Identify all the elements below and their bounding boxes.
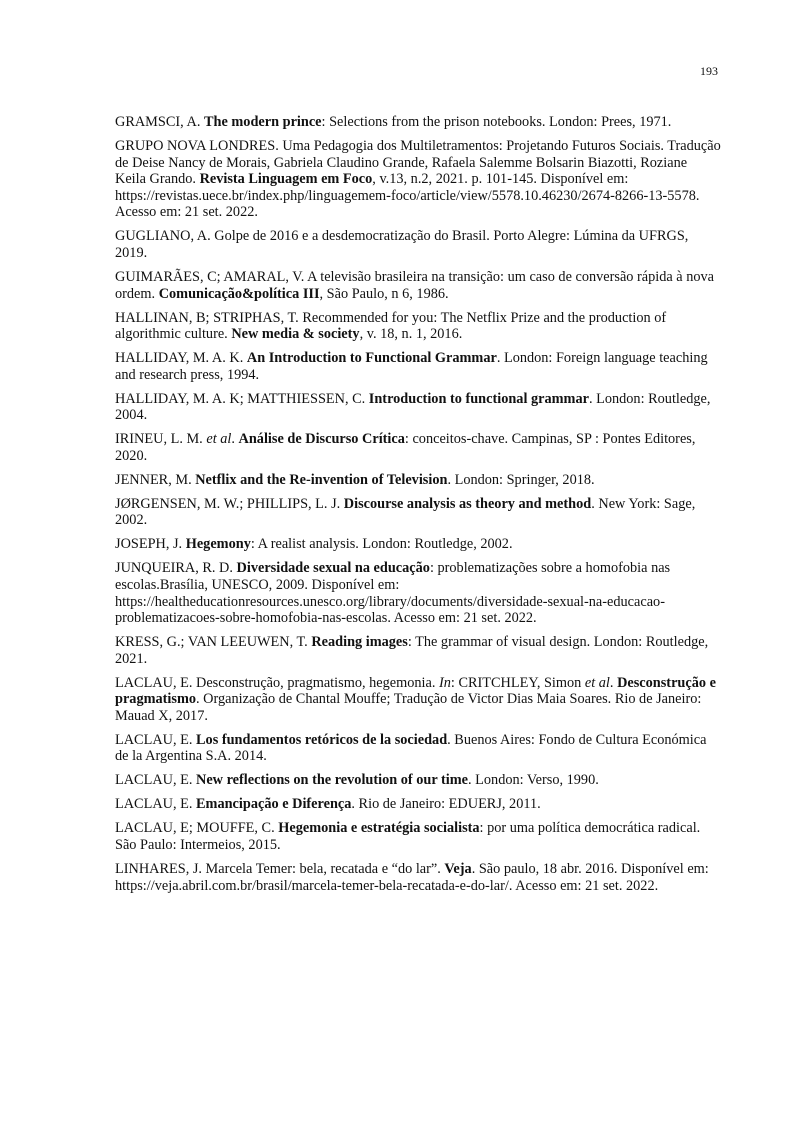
reference-entry-gugliano	[115, 228, 721, 261]
reference-text: : Selections from the prison notebooks. London: Prees, 1971.	[321, 114, 672, 130]
reference-text: , v. 18, n. 1, 2016.	[359, 326, 463, 343]
reference-text: : por uma política democrática radical. São Paulo: Intermeios, 2015.	[115, 820, 701, 854]
reference-text: : The grammar of visual design. London: Routledge, 2021.	[115, 634, 709, 667]
reference-entry-irineu	[115, 431, 721, 464]
reference-title: An Introduction to Functional Grammar	[246, 350, 497, 367]
reference-title: Los fundamentos retóricos de la sociedad	[196, 731, 448, 748]
reference-title: Revista Linguagem em Foco	[199, 171, 373, 188]
reference-title: Hegemony	[185, 536, 251, 553]
reference-text: LACLAU, E.	[115, 772, 197, 789]
reference-title: Netflix and the Re-invention of Television	[195, 471, 448, 488]
reference-text: GUGLIANO, A. Golpe de 2016 e a desdemocratização do Brasil. Porto Alegre: Lúmina da UFRGS, 2019.	[115, 228, 689, 261]
reference-italic: et al	[584, 674, 610, 691]
reference-entry-jorgensen	[115, 496, 721, 529]
reference-title: Discourse analysis as theory and method	[343, 495, 592, 512]
reference-text: GUIMARÃES, C; AMARAL, V. A televisão brasileira na transição: um caso de conversão rápida à nova ordem.	[115, 268, 715, 302]
reference-title: Hegemonia e estratégia socialista	[278, 820, 480, 837]
reference-text: . São paulo, 18 abr. 2016. Disponível em: https://veja.abril.com.br/brasil/marcela-temer-bela-recatada-e-do-lar/. Acesso em: 21 set. 2022.	[115, 861, 709, 894]
reference-entry-laclau-mouffe	[115, 820, 721, 853]
reference-title: The modern prince	[203, 114, 322, 130]
reference-entry-gramsci	[115, 114, 721, 131]
reference-text: HALLIDAY, M. A. K; MATTHIESSEN, C.	[115, 390, 369, 407]
reference-title: New media & society	[231, 326, 360, 343]
reference-text: KRESS, G.; VAN LEEUWEN, T.	[115, 634, 312, 651]
reference-text: IRINEU, L. M.	[115, 431, 207, 448]
reference-entry-laclau-emancipacao	[115, 796, 721, 813]
reference-text: JENNER, M.	[115, 471, 196, 488]
reference-title: Comunicação&política III	[158, 285, 320, 302]
reference-entry-halliday-1994	[115, 350, 721, 383]
reference-text: . New York: Sage, 2002.	[115, 495, 696, 529]
reference-entry-hallinan	[115, 310, 721, 343]
reference-entry-linhares	[115, 861, 721, 894]
reference-title: Desconstrução e pragmatismo	[115, 674, 716, 708]
reference-text: : conceitos-chave. Campinas, SP : Pontes Editores, 2020.	[115, 431, 696, 464]
reference-italic: et al	[206, 431, 232, 448]
reference-text: JOSEPH, J.	[115, 536, 186, 553]
reference-entry-jenner	[115, 472, 721, 489]
reference-text: . Rio de Janeiro: EDUERJ, 2011.	[351, 796, 541, 813]
reference-text: LINHARES, J. Marcela Temer: bela, recatada e “do lar”.	[115, 861, 445, 877]
reference-title: Emancipação e Diferença	[196, 796, 352, 813]
reference-text: JØRGENSEN, M. W.; PHILLIPS, L. J.	[115, 495, 344, 512]
reference-text: , v.13, n.2, 2021. p. 101-145. Disponível em: https://revistas.uece.br/index.php/linguagemem-foco/article/view/5578.10.46230/2674-8266-13-5578. Acesso em: 21 set. 2022.	[115, 171, 700, 221]
reference-entry-grupo-nova-londres	[115, 138, 721, 221]
reference-list	[115, 114, 721, 902]
reference-title: Diversidade sexual na educação	[236, 560, 430, 577]
reference-title: Análise de Discurso Crítica	[238, 431, 405, 448]
reference-text: LACLAU, E; MOUFFE, C.	[115, 820, 279, 837]
reference-text: JUNQUEIRA, R. D.	[115, 560, 237, 577]
reference-title: Reading images	[311, 634, 408, 651]
reference-text: LACLAU, E.	[115, 731, 197, 748]
reference-entry-laclau-new-reflections	[115, 772, 721, 789]
reference-text: . London: Foreign language teaching and research press, 1994.	[115, 350, 708, 383]
reference-text: LACLAU, E. Desconstrução, pragmatismo, hegemonia.	[115, 674, 439, 691]
reference-entry-joseph	[115, 536, 721, 553]
reference-text: : problematizações sobre a homofobia nas escolas.Brasília, UNESCO, 2009. Disponível em: https://healtheducationresources.unesco.org/library/documents/diversidade-sexual-na-educacao-problematizacoes-sobre-homofobia-nas-escolas. Acesso em: 21 set. 2022.	[115, 560, 671, 627]
reference-italic: In	[438, 674, 451, 691]
reference-entry-junqueira	[115, 560, 721, 626]
reference-text: . London: Routledge, 2004.	[115, 390, 711, 424]
reference-title: Veja	[444, 861, 472, 877]
reference-text: : CRITCHLEY, Simon	[450, 674, 585, 691]
reference-entry-laclau-desconstrucao	[115, 675, 721, 725]
reference-title: Introduction to functional grammar	[368, 390, 589, 407]
reference-text: LACLAU, E.	[115, 796, 197, 813]
reference-entry-guimaraes	[115, 269, 721, 302]
reference-text: . London: Springer, 2018.	[447, 471, 595, 488]
reference-entry-halliday-2004	[115, 391, 721, 424]
reference-entry-kress	[115, 634, 721, 667]
page-number: 193	[700, 64, 718, 78]
reference-text: HALLIDAY, M. A. K.	[115, 350, 247, 367]
reference-text: : A realist analysis. London: Routledge, 2002.	[250, 536, 513, 553]
reference-text: GRUPO NOVA LONDRES. Uma Pedagogia dos Multiletramentos: Projetando Futuros Sociais. Tradução de Deise Nancy de Morais, Gabriela Claudino Grande, Rafaela Salemme Bolsarin Biazotti, Roziane Keila Grando.	[115, 137, 721, 188]
reference-text: GRAMSCI, A.	[115, 114, 204, 130]
reference-entry-laclau-fundamentos	[115, 732, 721, 765]
reference-text: .	[231, 431, 239, 448]
reference-text: , São Paulo, n 6, 1986.	[319, 285, 449, 302]
reference-text: . Buenos Aires: Fondo de Cultura Económica de la Argentina S.A. 2014.	[115, 731, 707, 765]
reference-text: . Organização de Chantal Mouffe; Tradução de Victor Dias Maia Soares. Rio de Janeiro: Mauad X, 2017.	[115, 691, 702, 724]
reference-text: HALLINAN, B; STRIPHAS, T. Recommended for you: The Netflix Prize and the production of algorithmic culture.	[115, 309, 667, 343]
reference-text: .	[609, 674, 618, 691]
reference-text: . London: Verso, 1990.	[468, 772, 599, 789]
reference-title: New reflections on the revolution of our time	[196, 772, 469, 789]
